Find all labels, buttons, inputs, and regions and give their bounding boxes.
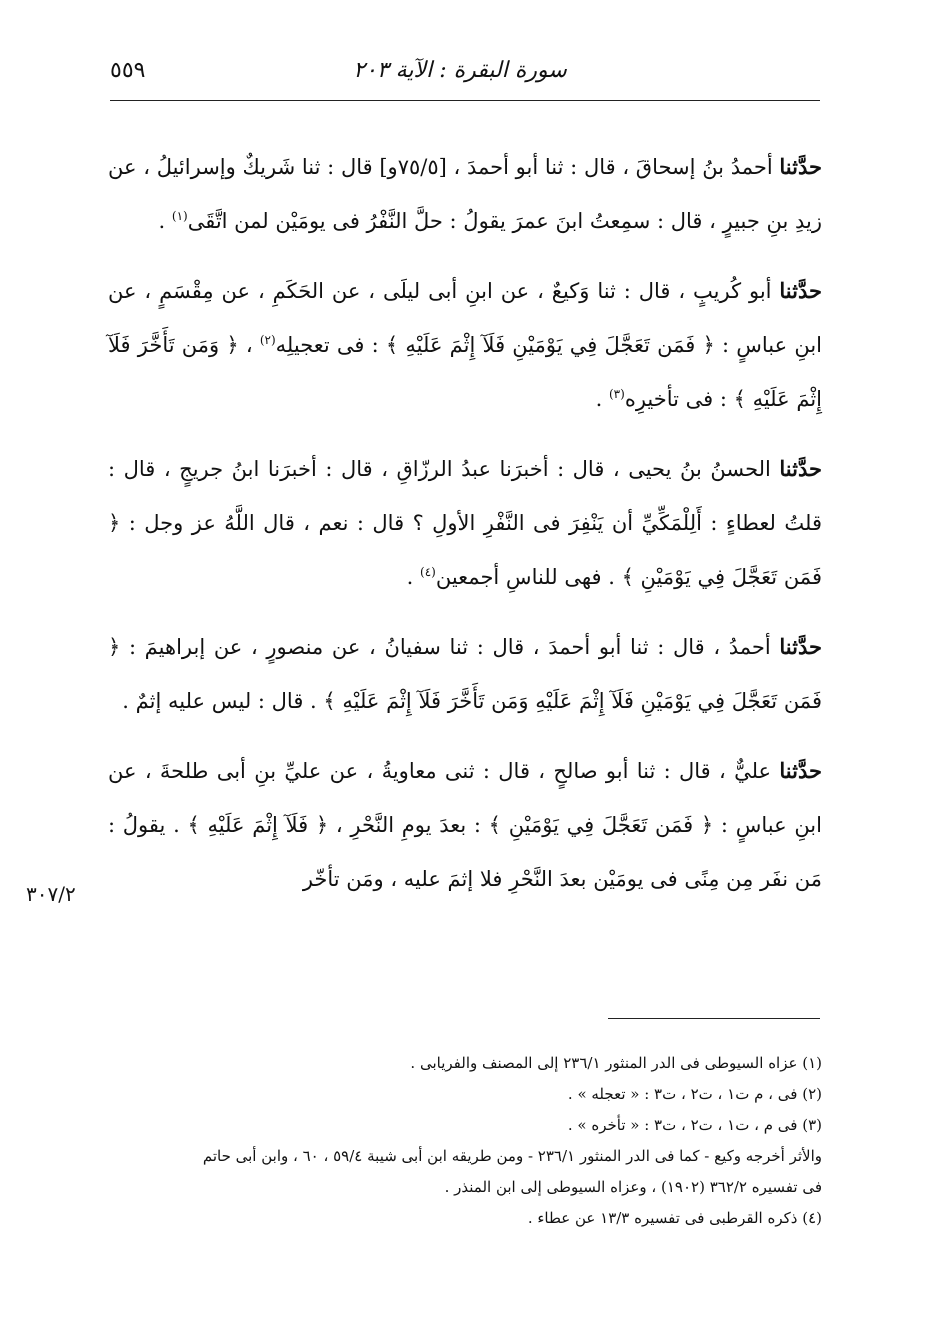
- paragraph-lead: حدَّثنا: [779, 456, 822, 481]
- page-number: ٥٥٩: [110, 58, 146, 83]
- paragraph-end: .: [406, 565, 421, 589]
- footnote-line: (٣) فى م ، ت١ ، ت٢ ، ت٣ : « تأخره » .: [567, 1116, 822, 1134]
- paragraph-end: .: [122, 689, 136, 713]
- running-title: سورة البقرة : الآية ٢٠٣: [353, 58, 567, 83]
- footnote-ref: (٣): [608, 387, 625, 401]
- footnote-ref: (٤): [420, 565, 436, 579]
- paragraph-text: أحمدُ بنُ إسحاقَ ، قال : ثنا أبو أحمدَ ، [٧٥/٥و] قال : ثنا شَريكٌ وإسرائيلُ ، عن زيدِ بنِ جبيرٍ ، قال : سمِعتُ ابنَ عمرَ يقولُ : حلَّ النَّفْرُ فى يومَيْن لمن اتَّقَى: [108, 155, 822, 233]
- footnote-line: فى تفسيره ٣٦٢/٢ (١٩٠٢) ، وعزاه السيوطى إلى ابن المنذر .: [444, 1178, 822, 1196]
- paragraph-text-continued: ، ﴿ وَمَن تَأَخَّرَ فَلَآ إِثْمَ عَلَيْهِ ﴾ : فى تأخيرِه: [108, 333, 822, 411]
- paragraph-5: [108, 744, 822, 906]
- footnote-ref: (٢): [259, 333, 276, 347]
- paragraph-text: عليٌّ ، قال : ثنا أبو صالحٍ ، قال : ثنى معاويةُ ، عن عليِّ بنِ أبى طلحةَ ، عن ابنِ عباسٍ : ﴿ فَمَن تَعَجَّلَ فِي يَوْمَيْنِ ﴾ : بعدَ يومِ النَّحْرِ ، ﴿ فَلَآ إِثْمَ عَلَيْهِ ﴾ . يقولُ : مَن نفَر مِن مِنًى فى يومَيْن بعدَ النَّحْرِ فلا إثمَ عليه ، ومَن تأخّر: [108, 759, 822, 891]
- footnote-rule: [608, 1018, 820, 1019]
- paragraph-text: أحمدُ ، قال : ثنا أبو أحمدَ ، قال : ثنا سفيانُ ، عن منصورٍ ، عن إبراهيمَ : ﴿ فَمَن تَعَجَّلَ فِي يَوْمَيْنِ فَلَآ إِثْمَ عَلَيْهِ وَمَن تَأَخَّرَ فَلَآ إِثْمَ عَلَيْهِ ﴾ . قال : ليس عليه إثمٌ: [108, 635, 822, 713]
- paragraph-end: .: [595, 387, 609, 411]
- paragraph-1: [108, 140, 822, 248]
- footnote-line: والأثر أخرجه وكيع - كما فى الدر المنثور ٢٣٦/١ - ومن طريقه ابن أبى شيبة ٥٩/٤ ، ٦٠ ، وابن أبى حاتم: [202, 1147, 822, 1165]
- paragraph-lead: حدَّثنا: [779, 634, 822, 659]
- paragraph-lead: حدَّثنا: [779, 278, 822, 303]
- paragraph-3: [108, 442, 822, 604]
- margin-reference: ٣٠٧/٢: [26, 882, 76, 906]
- paragraph-lead: حدَّثنا: [779, 154, 822, 179]
- paragraph-2: [108, 264, 822, 426]
- paragraph-lead: حدَّثنا: [779, 758, 822, 783]
- footnotes: [108, 1048, 822, 1234]
- paragraph-end: .: [158, 209, 172, 233]
- page-header: [110, 58, 810, 98]
- footnote-line: (٤) ذكره القرطبى فى تفسيره ١٣/٣ عن عطاء .: [527, 1209, 822, 1227]
- footnote-line: (٢) فى ، م ت١ ، ت٢ ، ت٣ : « تعجله » .: [567, 1085, 822, 1103]
- footnote-ref: (١): [171, 209, 188, 223]
- main-text: [108, 140, 822, 922]
- paragraph-text: الحسنُ بنُ يحيى ، قال : أخبرَنا عبدُ الرزّاقِ ، قال : أخبرَنا ابنُ جريجٍ ، قال : قلتُ لعطاءٍ : أَلِلْمَكِّيِّ أن يَنْفِرَ فى النَّفْرِ الأولِ ؟ قال : نعم ، قال اللَّهُ عز وجل : ﴿ فَمَن تَعَجَّلَ فِي يَوْمَيْنِ ﴾ . فهى للناسِ أجمعين: [108, 457, 822, 589]
- paragraph-4: [108, 620, 822, 728]
- paragraph-text: أبو كُريبٍ ، قال : ثنا وَكيعٌ ، عن ابنِ أبى ليلَى ، عن الحَكَمِ ، عن مِقْسَمٍ ، عن ابنِ عباسٍ : ﴿ فَمَن تَعَجَّلَ فِي يَوْمَيْنِ فَلَآ إِثْمَ عَلَيْهِ ﴾ : فى تعجيلِه: [108, 279, 823, 357]
- header-rule: [110, 100, 820, 101]
- footnote-line: (١) عزاه السيوطى فى الدر المنثور ٢٣٦/١ إلى المصنف والفريابى .: [410, 1054, 822, 1072]
